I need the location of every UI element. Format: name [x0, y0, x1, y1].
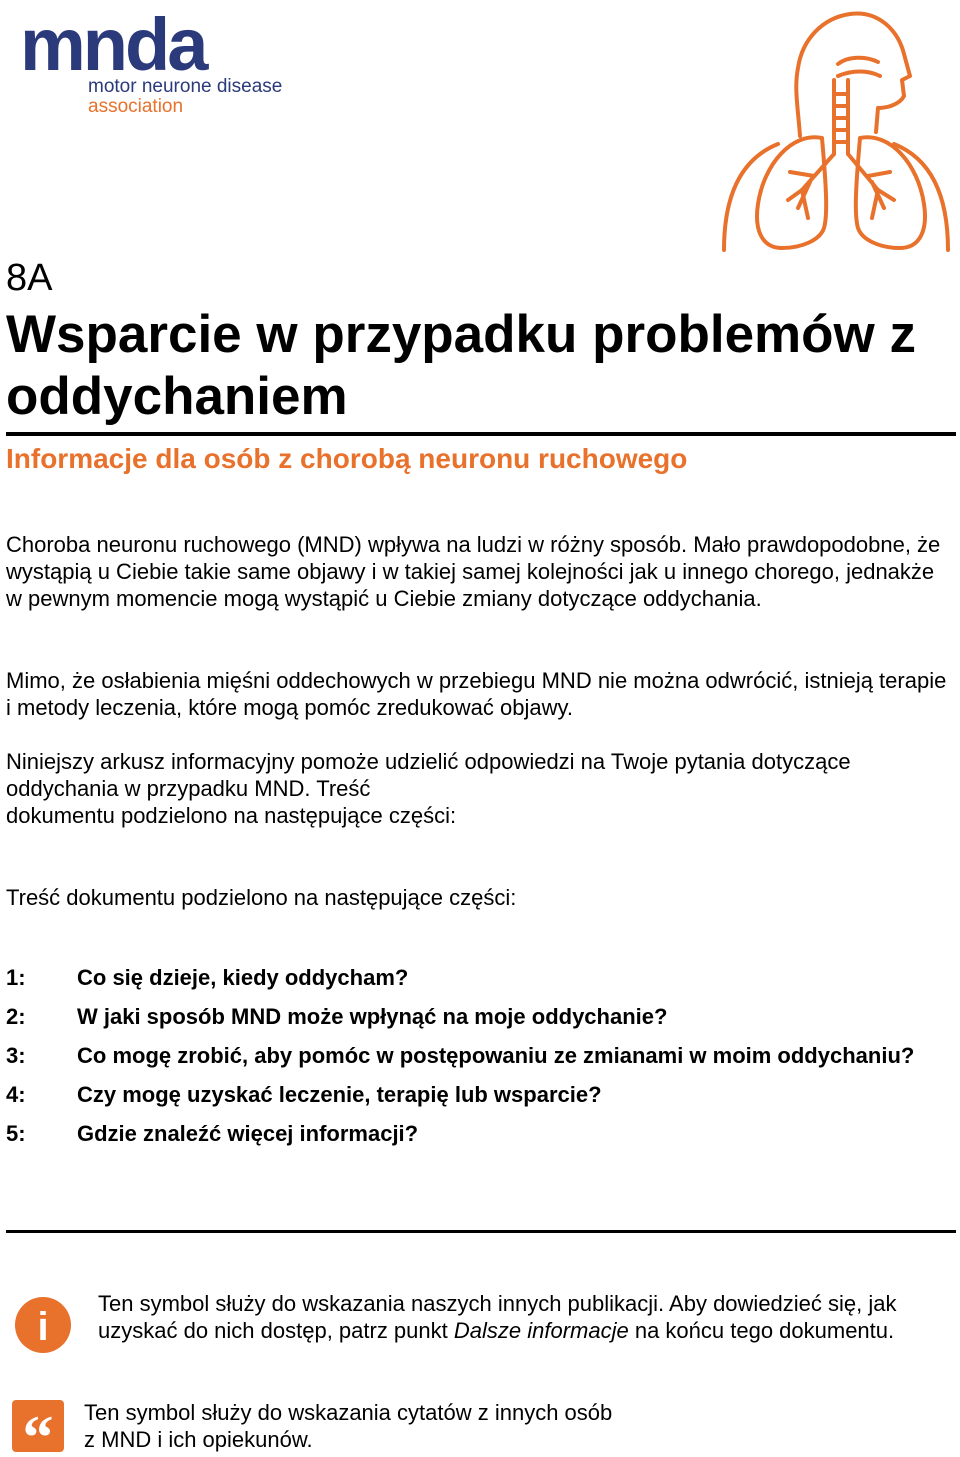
section-title: Co mogę zrobić, aby pomóc w postępowaniu ze zmianami w moim oddychaniu? [77, 1043, 915, 1068]
sections-list [6, 964, 951, 1159]
section-title: Co się dzieje, kiedy oddycham? [77, 965, 409, 990]
section-title: W jaki sposób MND może wpłynąć na moje oddychanie? [77, 1004, 668, 1029]
further-info-reference: Dalsze informacje [453, 1318, 629, 1343]
mnda-logo-graphic [18, 12, 293, 116]
purpose-paragraph-line-a: Niniejszy arkusz informacyjny pomoże udzielić odpowiedzi na Twoje pytania dotyczące oddychania w przypadku MND. Treść [6, 749, 851, 801]
information-icon [14, 1296, 72, 1354]
lungs-illustration [718, 4, 954, 254]
info-note-text-a: Ten symbol służy do wskazania naszych innych publikacji. Aby dowiedzieć się, jak uzyskać do nich dostęp, patrz punkt [98, 1291, 897, 1343]
contents-intro: Treść dokumentu podzielono na następujące części: [6, 885, 517, 910]
purpose-paragraph [6, 748, 951, 829]
quote-note-line2: z MND i ich opiekunów. [84, 1427, 313, 1452]
quote-icon [12, 1400, 64, 1452]
section-item [6, 1003, 951, 1030]
lungs-respiratory-system-icon [718, 4, 954, 254]
quote-note-line1: Ten symbol służy do wskazania cytatów z innych osób [84, 1400, 613, 1425]
sections-divider [6, 1230, 956, 1233]
quote-icon-glyph: “ [22, 1404, 54, 1452]
logo-wordmark: mnda [20, 12, 206, 86]
logo-line1: motor neurone disease [88, 76, 283, 97]
info-symbol-note [98, 1290, 948, 1344]
information-icon-glyph: i [37, 1305, 49, 1349]
sheet-number: 8A [6, 257, 53, 299]
section-number: 5: [6, 1121, 26, 1146]
section-number: 3: [6, 1043, 26, 1068]
section-number: 4: [6, 1082, 26, 1107]
quote-symbol-note [84, 1399, 684, 1453]
section-number: 1: [6, 965, 26, 990]
page-title: Wsparcie w przypadku problemów z oddychaniem [6, 305, 917, 426]
purpose-paragraph-line-b: dokumentu podzielono na następujące części: [6, 803, 457, 828]
page-subtitle: Informacje dla osób z chorobą neuronu ruchowego [6, 443, 688, 474]
section-item [6, 1081, 951, 1108]
intro-paragraph: Choroba neuronu ruchowego (MND) wpływa na ludzi w różny sposób. Mało prawdopodobne, że wystąpią u Ciebie takie same objawy i w takiej samej kolejności jak u innego chorego, jednakże w pewnym momencie mogą wystąpić u Ciebie zmiany dotyczące oddychania. [6, 532, 941, 611]
section-item [6, 964, 951, 991]
info-note-text-b: na końcu tego dokumentu. [628, 1318, 895, 1343]
section-item [6, 1042, 951, 1069]
section-item [6, 1120, 951, 1147]
title-divider [6, 432, 956, 436]
section-number: 2: [6, 1004, 26, 1029]
logo-line2: association [88, 96, 184, 116]
mnda-logo [18, 12, 293, 116]
section-title: Czy mogę uzyskać leczenie, terapię lub wsparcie? [77, 1082, 602, 1107]
information-icon-graphic [14, 1296, 72, 1354]
treatment-paragraph: Mimo, że osłabienia mięśni oddechowych w przebiegu MND nie można odwrócić, istnieją terapie i metody leczenia, które mogą pomóc zredukować objawy. [6, 668, 947, 720]
section-title: Gdzie znaleźć więcej informacji? [77, 1121, 419, 1146]
quote-icon-graphic [12, 1400, 64, 1452]
